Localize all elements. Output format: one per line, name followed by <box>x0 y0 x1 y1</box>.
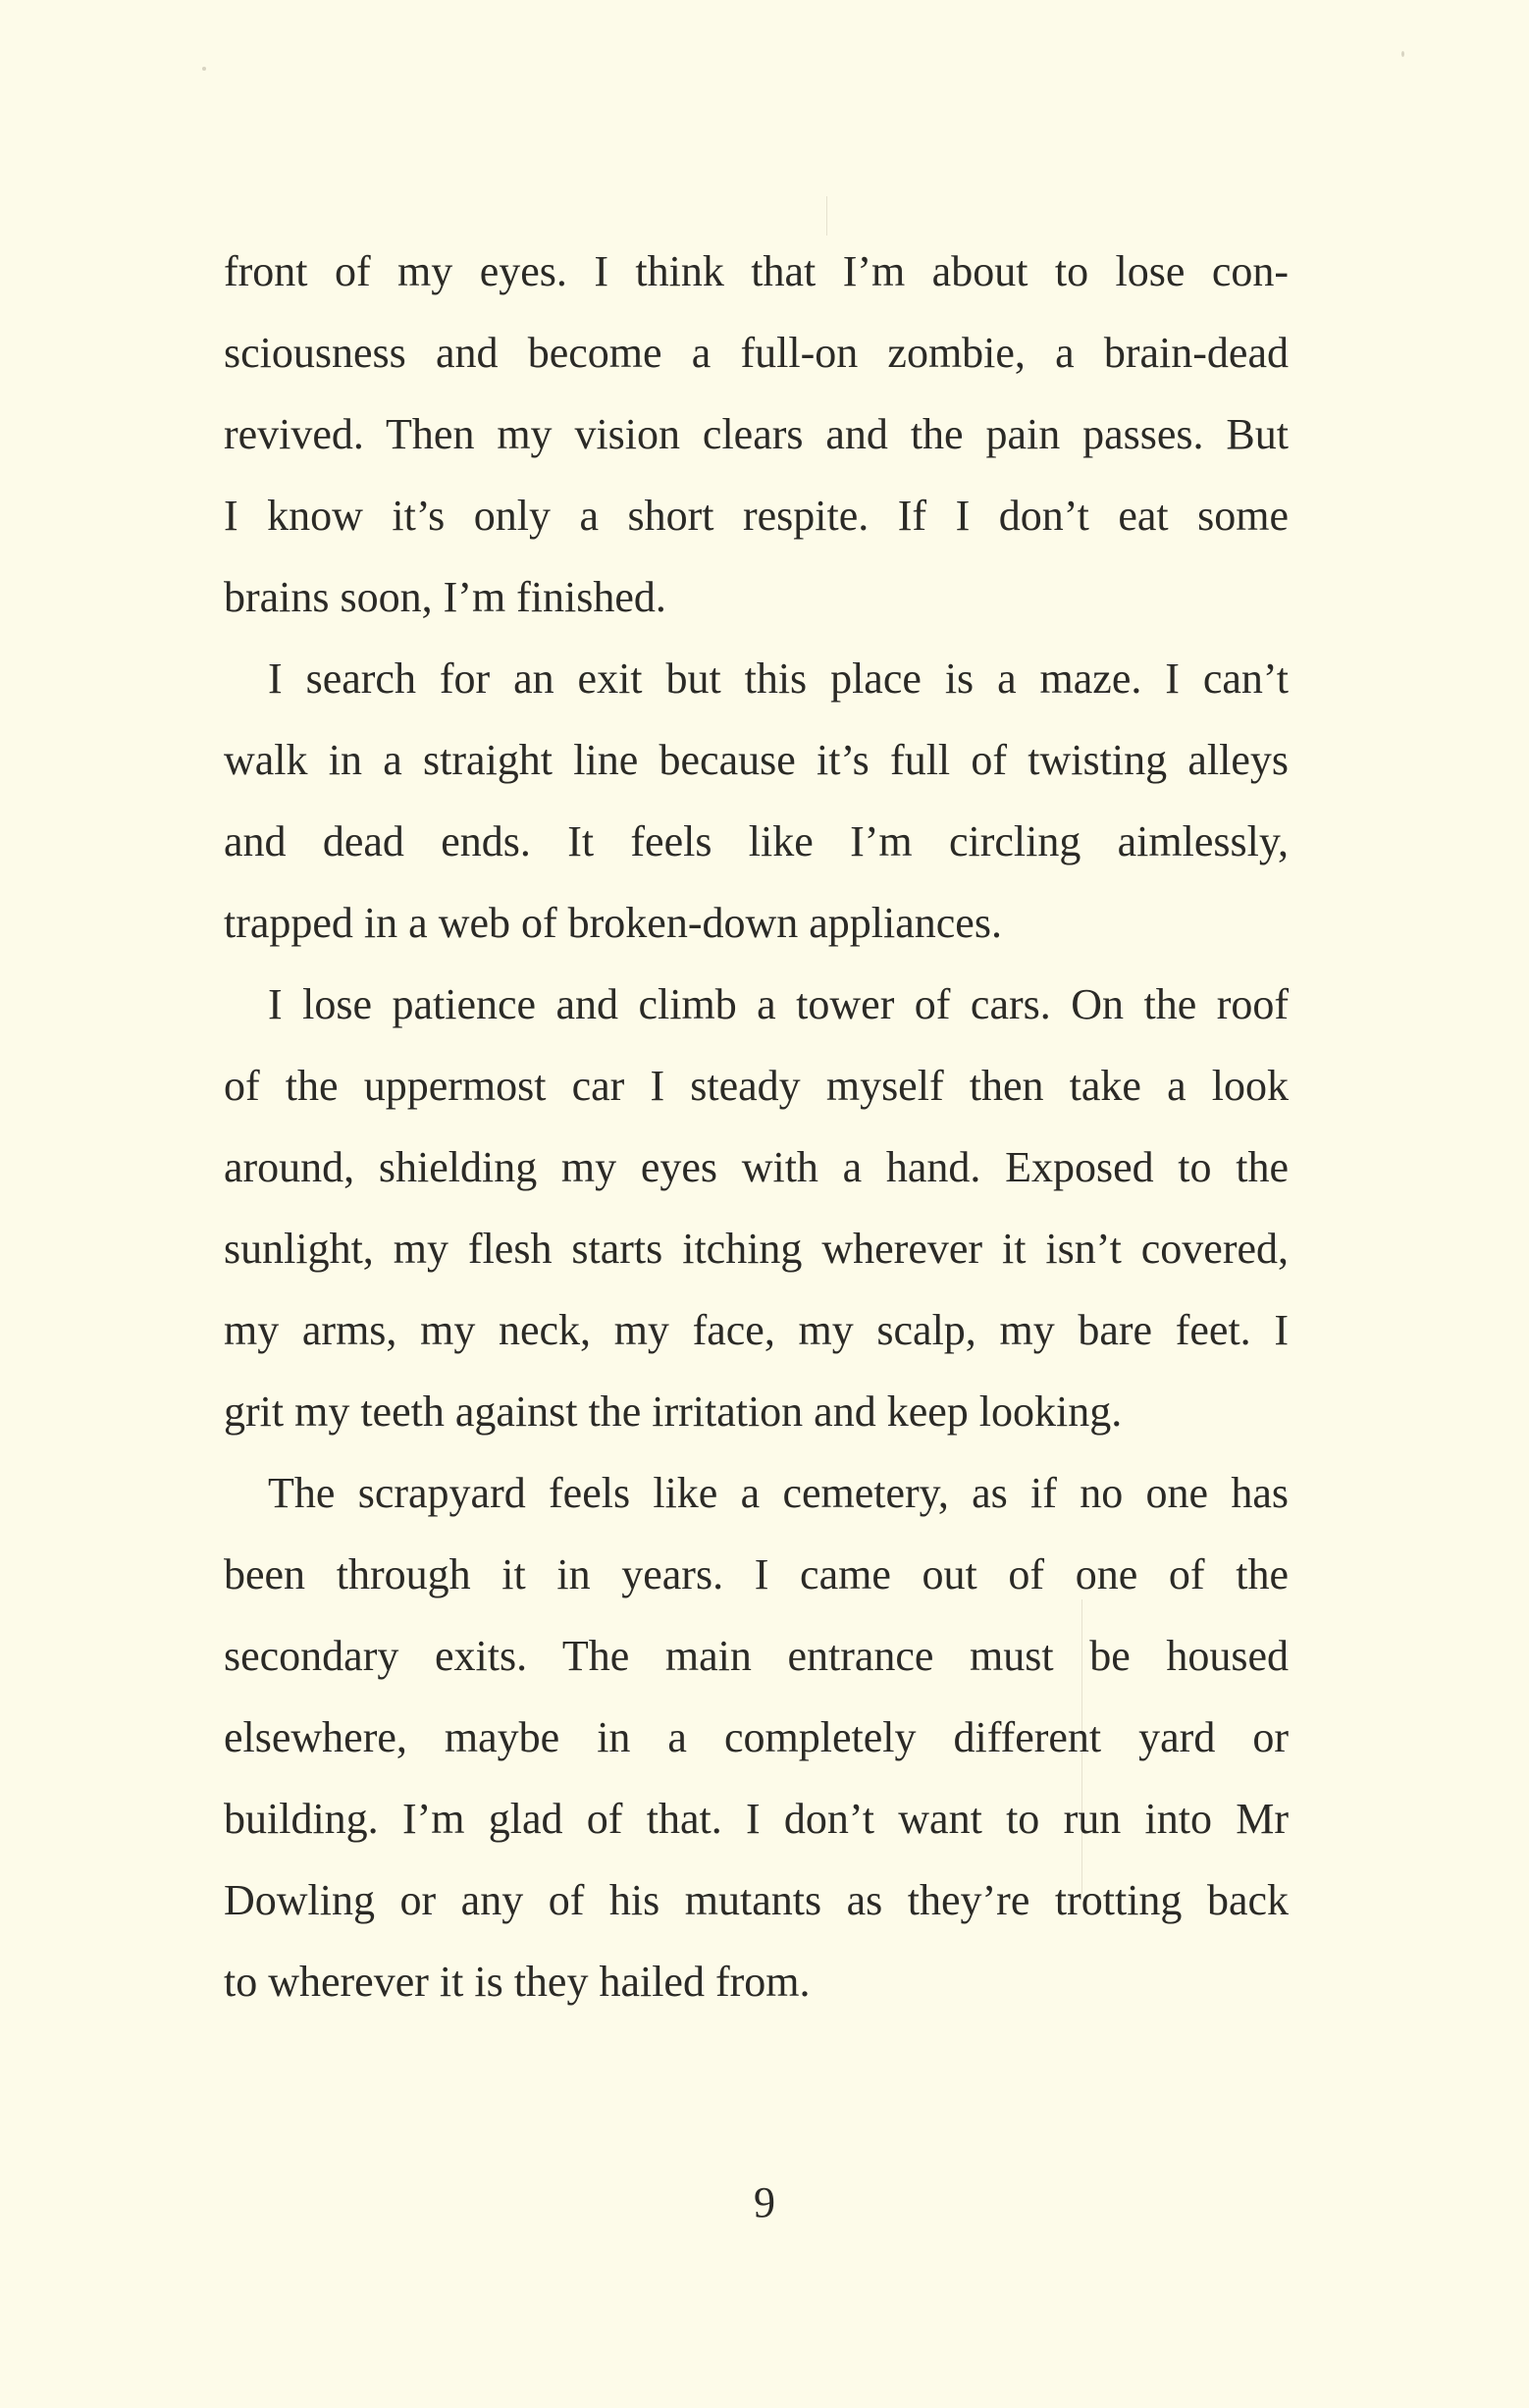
text-line: I lose patience and climb a tower of cars. On the roof <box>268 980 1289 1028</box>
body-text <box>224 231 1289 2022</box>
text-line: Dowling or any of his mutants as they’re trotting back <box>224 1876 1289 1924</box>
text-line: elsewhere, maybe in a completely different yard or <box>224 1713 1289 1761</box>
text-line: and dead ends. It feels like I’m circling aimlessly, <box>224 817 1289 865</box>
paper-speck <box>1401 51 1404 57</box>
text-line: sciousness and become a full-on zombie, a brain-dead <box>224 329 1289 377</box>
text-line: revived. Then my vision clears and the pain passes. But <box>224 410 1289 458</box>
paper-speck <box>202 67 206 71</box>
text-line: I know it’s only a short respite. If I don’t eat some <box>224 492 1289 540</box>
text-line: front of my eyes. I think that I’m about to lose con- <box>224 247 1289 295</box>
text-line: sunlight, my flesh starts itching wherever it isn’t covered, <box>224 1225 1289 1273</box>
text-line: trapped in a web of broken-down appliances. <box>224 899 1002 947</box>
scan-mark <box>826 196 827 236</box>
text-line: of the uppermost car I steady myself then take a look <box>224 1062 1289 1110</box>
text-line: building. I’m glad of that. I don’t want to run into Mr <box>224 1795 1289 1843</box>
text-line: grit my teeth against the irritation and keep looking. <box>224 1387 1123 1436</box>
text-line: been through it in years. I came out of one of the <box>224 1550 1289 1598</box>
text-line: The scrapyard feels like a cemetery, as if no one has <box>268 1469 1289 1517</box>
text-line: walk in a straight line because it’s full of twisting alleys <box>224 736 1289 784</box>
text-line: around, shielding my eyes with a hand. Exposed to the <box>224 1143 1289 1191</box>
text-line: to wherever it is they hailed from. <box>224 1958 811 2006</box>
text-line: my arms, my neck, my face, my scalp, my bare feet. I <box>224 1306 1289 1354</box>
text-line: brains soon, I’m finished. <box>224 573 666 621</box>
text-line: I search for an exit but this place is a maze. I can’t <box>268 654 1289 703</box>
text-line: secondary exits. The main entrance must be housed <box>224 1632 1289 1680</box>
page-number: 9 <box>754 2178 775 2226</box>
